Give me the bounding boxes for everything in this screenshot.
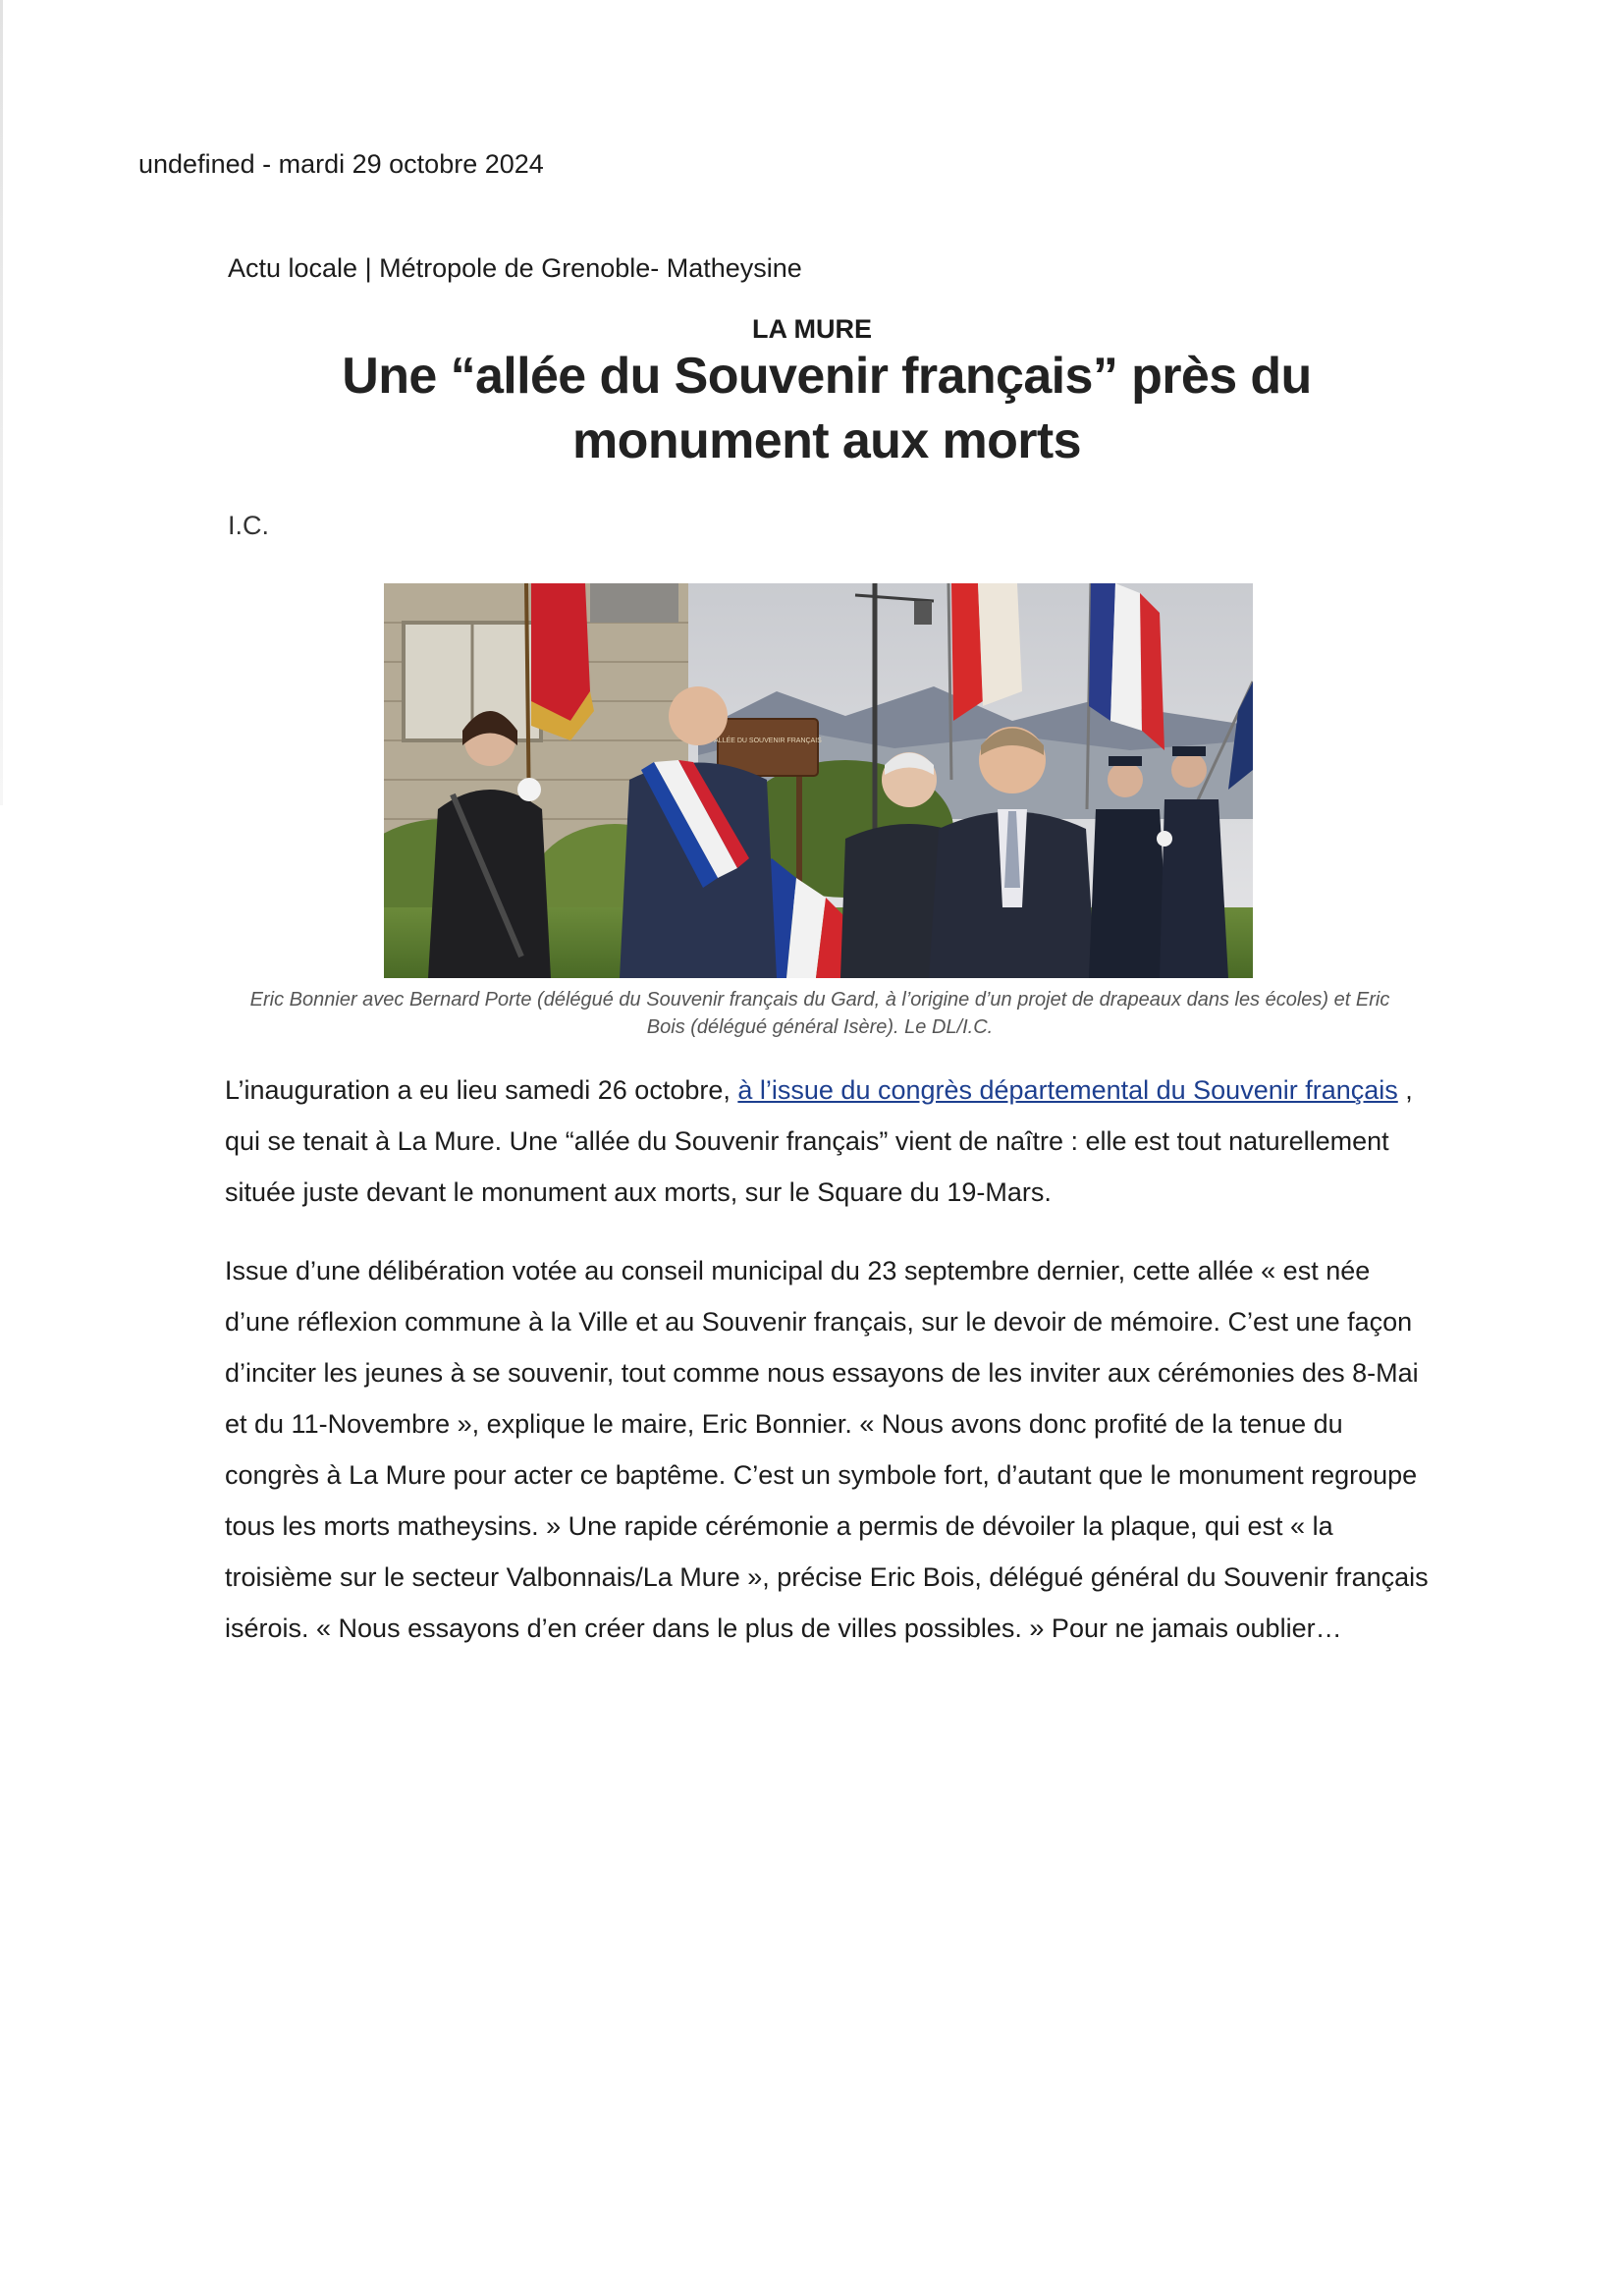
section-rubric: Actu locale | Métropole de Grenoble- Matheysine bbox=[228, 253, 802, 283]
byline: I.C. bbox=[228, 511, 270, 540]
dateline: undefined - mardi 29 octobre 2024 bbox=[138, 149, 544, 179]
plaque-text: ALLÉE DU SOUVENIR FRANÇAIS bbox=[714, 738, 822, 744]
paragraph-1 bbox=[225, 1065, 1433, 1218]
paragraph-2: Issue d’une délibération votée au conseil municipal du 23 septembre dernier, cette allée « est née d’une réflexion commune à la Ville et au Souvenir français, sur le devoir de mémoire. C’est une façon d’inciter les jeunes à se souvenir, tout comme nous essayons de les inviter aux cérémonies des 8-Mai et du 11-Novembre », explique le maire, Eric Bonnier. « Nous avons donc profité de la tenue du congrès à La Mure pour acter ce baptême. C’est un symbole fort, d’autant que le monument regroupe tous les morts matheysins. » Une rapide cérémonie a permis de dévoiler la plaque, qui est « la troisième sur le secteur Valbonnais/La Mure », précise Eric Bois, délégué général du Souvenir français isérois. « Nous essayons d’en créer dans le plus de villes possibles. » Pour ne jamais oublier… bbox=[225, 1256, 1429, 1643]
article-photo bbox=[384, 583, 1253, 978]
scan-edge bbox=[0, 0, 3, 805]
photo-illustration bbox=[384, 583, 1253, 978]
photo-caption: Eric Bonnier avec Bernard Porte (délégué du Souvenir français du Gard, à l’origine d’un projet de drapeaux dans les écoles) et Eric Bois (délégué général Isère). Le DL/I.C. bbox=[249, 989, 1390, 1038]
congress-link[interactable]: à l’issue du congrès départemental du Souvenir français bbox=[737, 1075, 1398, 1105]
article-title: Une “allée du Souvenir français” près du monument aux morts bbox=[342, 348, 1312, 469]
paragraph-1-rest: , qui se tenait à La Mure. Une “allée du Souvenir français” vient de naître : elle est tout naturellement située juste devant le monument aux morts, sur le Square du 19-Mars. bbox=[225, 1075, 1413, 1207]
paragraph-1-intro: L’inauguration a eu lieu samedi 26 octobre, bbox=[225, 1075, 738, 1105]
location-kicker: LA MURE bbox=[752, 314, 872, 344]
